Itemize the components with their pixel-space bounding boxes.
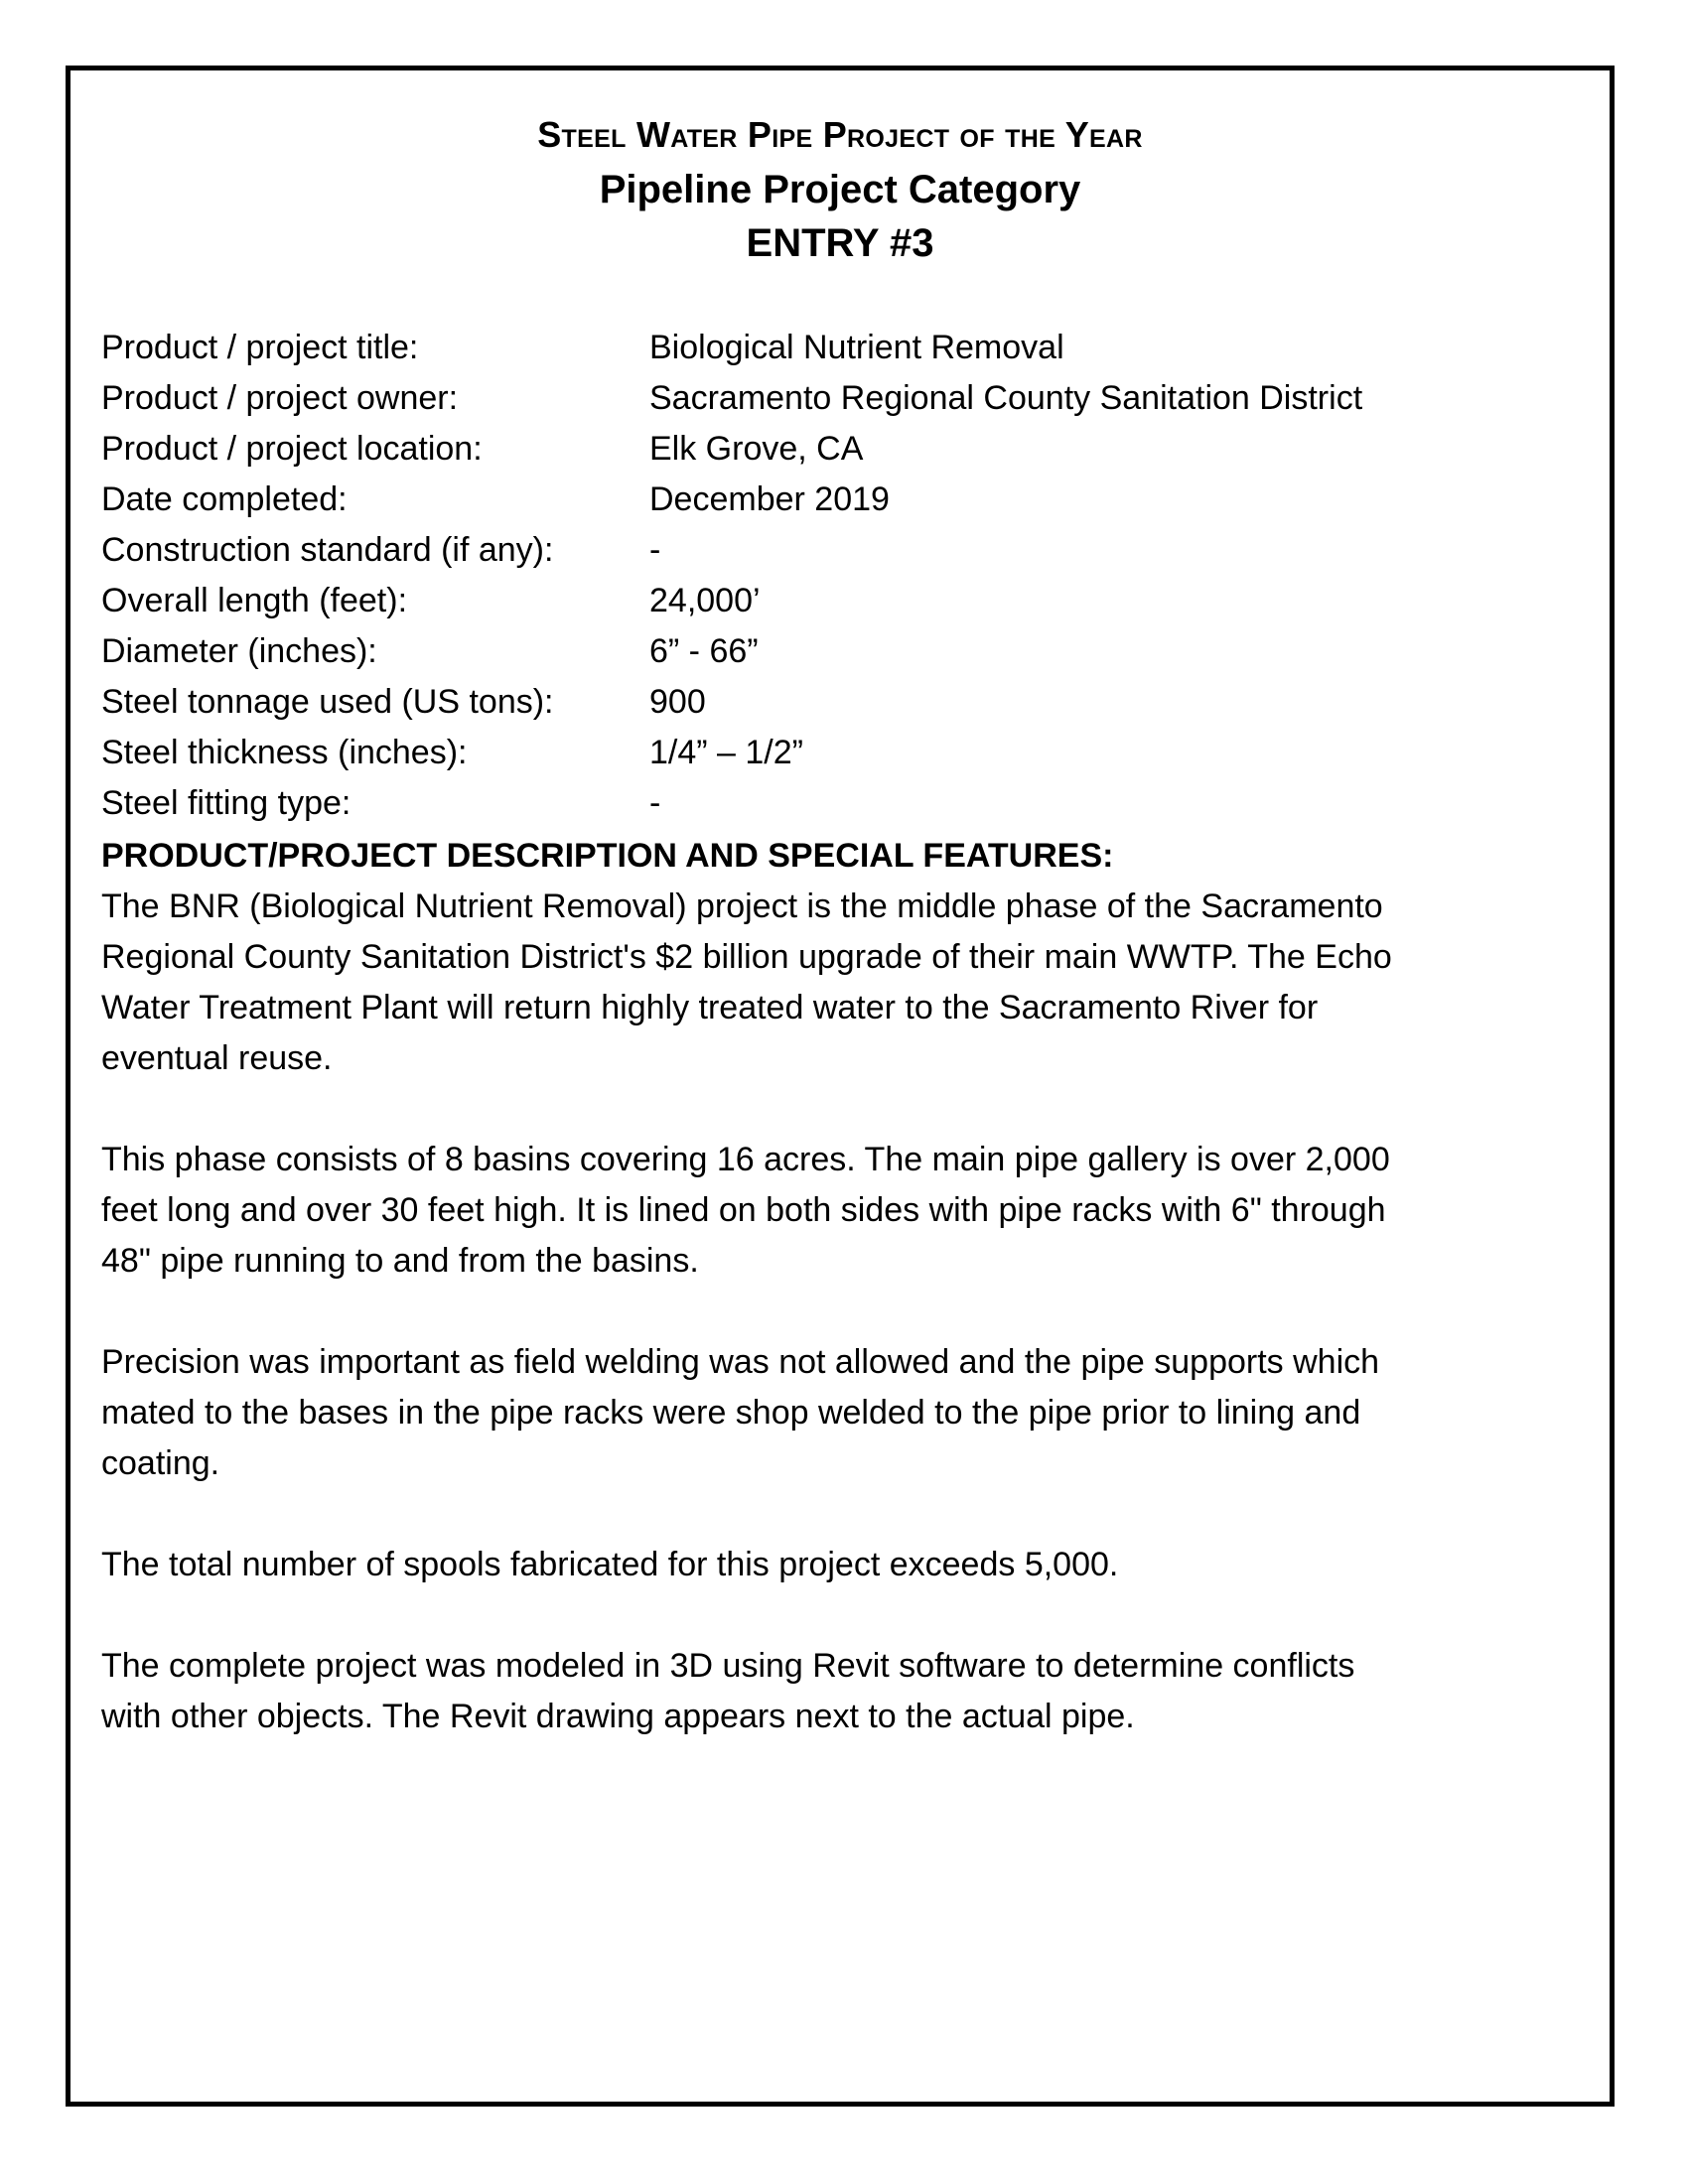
field-label: Date completed: (101, 480, 348, 518)
description-line: eventual reuse. (101, 1039, 333, 1077)
page-border (66, 66, 1615, 2107)
field-row-fitting-type (101, 778, 1571, 829)
field-label: Construction standard (if any): (101, 531, 554, 569)
field-value: 6” - 66” (649, 632, 759, 670)
description-line: Precision was important as field welding was not allowed and the pipe supports which (101, 1343, 1380, 1381)
field-value: - (649, 784, 661, 822)
field-row-construction-standard (101, 525, 1571, 576)
page-title: Steel Water Pipe Project of the Year (537, 114, 1143, 155)
field-row-date-completed (101, 475, 1571, 525)
category-title: Pipeline Project Category (599, 168, 1081, 211)
project-fields (101, 323, 1571, 829)
description-line: feet long and over 30 feet high. It is lined on both sides with pipe racks with 6" through (101, 1191, 1386, 1229)
field-label: Product / project location: (101, 430, 483, 468)
field-row-steel-thickness (101, 728, 1571, 778)
field-value: - (649, 531, 661, 569)
field-label: Product / project title: (101, 329, 419, 366)
field-row-steel-tonnage (101, 677, 1571, 728)
field-value: 24,000’ (649, 582, 761, 619)
description-line: with other objects. The Revit drawing appears next to the actual pipe. (101, 1698, 1135, 1735)
description-line: This phase consists of 8 basins covering 16 acres. The main pipe gallery is over 2,000 (101, 1141, 1390, 1178)
description-line: coating. (101, 1444, 220, 1482)
field-value: Sacramento Regional County Sanitation District (649, 379, 1363, 417)
description-line: mated to the bases in the pipe racks were shop welded to the pipe prior to lining and (101, 1394, 1361, 1432)
field-value: Elk Grove, CA (649, 430, 864, 468)
description-paragraph (101, 1135, 1591, 1287)
field-label: Overall length (feet): (101, 582, 408, 619)
field-row-owner (101, 373, 1571, 424)
description-line: 48" pipe running to and from the basins. (101, 1242, 699, 1280)
field-label: Diameter (inches): (101, 632, 377, 670)
field-value: December 2019 (649, 480, 890, 518)
description-line: The BNR (Biological Nutrient Removal) project is the middle phase of the Sacramento (101, 887, 1383, 925)
entry-number: ENTRY #3 (746, 221, 934, 265)
field-value: 900 (649, 683, 706, 721)
field-value: 1/4” – 1/2” (649, 734, 803, 771)
field-label: Steel fitting type: (101, 784, 352, 822)
description-paragraph (101, 882, 1591, 1084)
field-row-overall-length (101, 576, 1571, 626)
description-heading: PRODUCT/PROJECT DESCRIPTION AND SPECIAL FEATURES: (101, 837, 1114, 875)
field-value: Biological Nutrient Removal (649, 329, 1064, 366)
field-label: Steel thickness (inches): (101, 734, 468, 771)
description-line: The complete project was modeled in 3D using Revit software to determine conflicts (101, 1647, 1355, 1685)
description-line: Regional County Sanitation District's $2 billion upgrade of their main WWTP. The Echo (101, 938, 1392, 976)
field-row-title (101, 323, 1571, 373)
description-paragraph (101, 1641, 1591, 1742)
field-label: Product / project owner: (101, 379, 459, 417)
description-paragraph (101, 1540, 1591, 1590)
description-paragraph (101, 1337, 1591, 1489)
description-line: Water Treatment Plant will return highly treated water to the Sacramento River for (101, 989, 1319, 1026)
field-row-location (101, 424, 1571, 475)
description-line: The total number of spools fabricated for this project exceeds 5,000. (101, 1546, 1119, 1583)
description-body (101, 882, 1591, 1793)
field-row-diameter (101, 626, 1571, 677)
field-label: Steel tonnage used (US tons): (101, 683, 554, 721)
